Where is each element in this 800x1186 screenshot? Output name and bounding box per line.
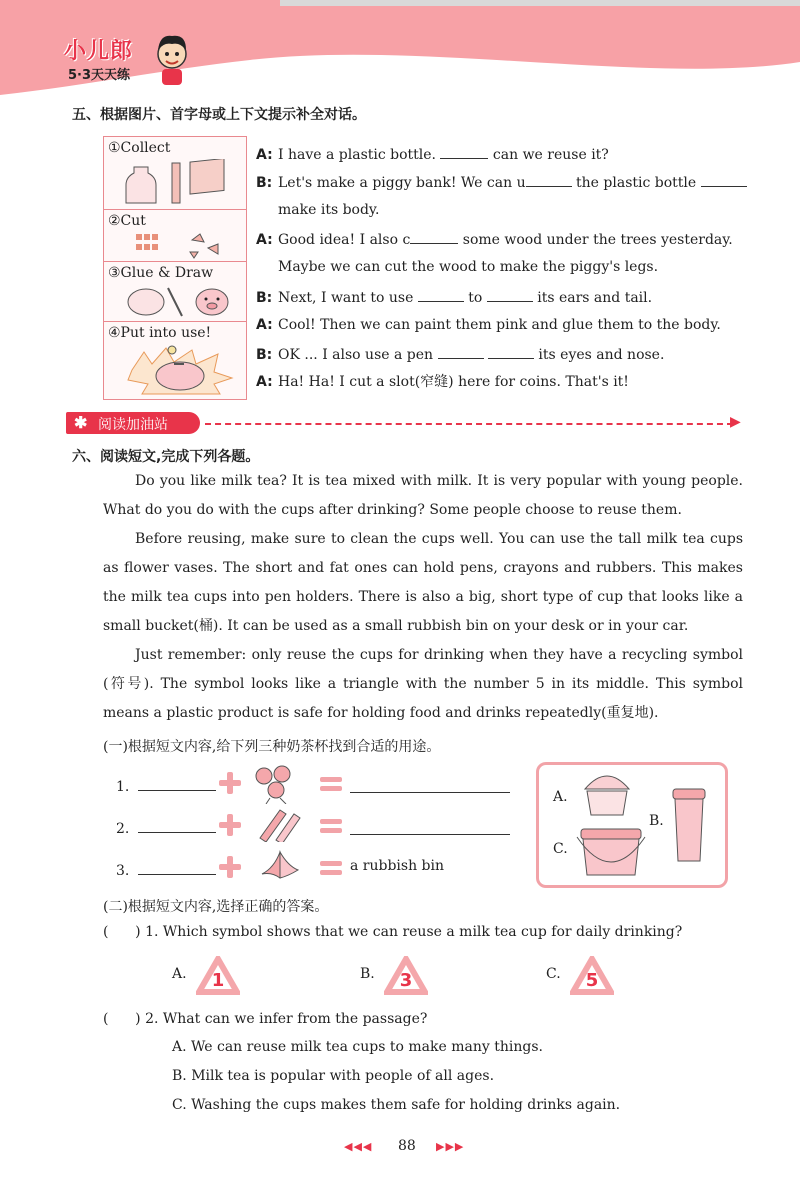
dialogue-text: Ha! Ha! I cut a slot(窄缝) here for coins. That's it! bbox=[278, 374, 629, 390]
banner-label: 阅读加油站 bbox=[98, 417, 168, 433]
speaker-label: A: bbox=[256, 232, 273, 248]
q2-option[interactable]: B. Milk tea is popular with people of all ages. bbox=[172, 1068, 495, 1084]
answer-blank[interactable] bbox=[138, 860, 216, 875]
step-label: ①Collect bbox=[108, 140, 171, 156]
option-label: A. bbox=[172, 966, 187, 982]
dialogue-line bbox=[256, 316, 721, 334]
step-cut bbox=[104, 209, 246, 262]
cut-pieces-icon bbox=[132, 230, 232, 260]
tall-cup-icon bbox=[669, 785, 709, 865]
part1-title: (一)根据短文内容,给下列三种奶茶杯找到合适的用途。 bbox=[103, 739, 441, 755]
reading-banner bbox=[66, 412, 200, 434]
answer-blank[interactable] bbox=[138, 818, 216, 833]
question-1 bbox=[103, 924, 682, 940]
dialogue-line bbox=[256, 172, 747, 192]
recycling-symbol-icon bbox=[196, 956, 240, 996]
option-label: C. bbox=[546, 966, 561, 982]
part2-title: (二)根据短文内容,选择正确的答案。 bbox=[103, 899, 329, 915]
recycling-symbol-icon bbox=[570, 956, 614, 996]
question-text: 1. Which symbol shows that we can reuse a milk tea cup for daily drinking? bbox=[145, 924, 683, 940]
recycling-number: 3 bbox=[399, 970, 413, 991]
speaker-label: B: bbox=[256, 290, 273, 306]
dialogue-text: Maybe we can cut the wood to make the piggy's legs. bbox=[278, 259, 659, 275]
star-icon: ✱ bbox=[74, 413, 88, 432]
step-glue-draw bbox=[104, 261, 246, 322]
q2-option[interactable]: C. Washing the cups makes them safe for holding drinks again. bbox=[172, 1097, 621, 1113]
section5-title: 五、根据图片、首字母或上下文提示补全对话。 bbox=[72, 107, 366, 123]
brand-series: 5·3天天练 bbox=[68, 68, 131, 83]
reading-passage bbox=[103, 467, 743, 728]
cups-box bbox=[536, 762, 728, 888]
dialogue-text: Next, I want to use bbox=[278, 290, 418, 306]
step-label: ④Put into use! bbox=[108, 325, 212, 341]
piggy-bank-steps-panel bbox=[103, 136, 247, 400]
plus-icon bbox=[219, 856, 241, 878]
match-row bbox=[116, 818, 216, 837]
section6-title: 六、阅读短文,完成下列各题。 bbox=[72, 449, 260, 465]
dialogue-text: to bbox=[463, 290, 487, 306]
dialogue-line bbox=[256, 344, 664, 364]
flowers-icon bbox=[250, 764, 304, 804]
pens-icon bbox=[254, 806, 302, 842]
dialogue-text: make its body. bbox=[278, 202, 380, 218]
question-text: 2. What can we infer from the passage? bbox=[145, 1011, 428, 1027]
recycling-number: 1 bbox=[211, 970, 225, 991]
answer-blank[interactable] bbox=[138, 776, 216, 791]
bottle-and-wood-icon bbox=[124, 159, 234, 205]
bucket-cup-icon bbox=[575, 823, 647, 879]
dialogue-line bbox=[256, 144, 609, 164]
brand-logo: 小儿郎 bbox=[64, 39, 134, 64]
dialogue-text: I have a plastic bottle. bbox=[278, 147, 441, 163]
fill-blank[interactable] bbox=[438, 344, 484, 359]
page-number: 88 bbox=[398, 1138, 416, 1154]
dialogue-line bbox=[256, 258, 658, 276]
speaker-label: A: bbox=[256, 317, 273, 333]
piggy-bank-icon bbox=[122, 344, 238, 396]
dialogue-text: some wood under the trees yesterday. bbox=[458, 232, 733, 248]
option-label: B. bbox=[360, 966, 375, 982]
boy-mascot-icon bbox=[150, 30, 194, 86]
row-number: 1. bbox=[116, 779, 130, 795]
fill-blank[interactable] bbox=[418, 287, 464, 302]
match-row bbox=[116, 776, 216, 795]
dialogue-line bbox=[256, 229, 733, 249]
use-blank[interactable] bbox=[350, 820, 510, 835]
pig-body-icon bbox=[124, 284, 234, 320]
passage-paragraph: Just remember: only reuse the cups for drinking when they have a recycling symbol (符号). The symbol looks like a triangle with the number 5 in its middle. This symbol means a plastic product is safe for holding food and drinks repeatedly(重复地). bbox=[103, 647, 743, 721]
dialogue-text: Let's make a piggy bank! We can u bbox=[278, 175, 526, 191]
footer-left-arrows: ◀◀◀ bbox=[344, 1140, 373, 1153]
answer-paren[interactable]: ( ) bbox=[103, 924, 141, 940]
cup-label: B. bbox=[649, 813, 664, 829]
dialogue-text: its eyes and nose. bbox=[533, 347, 665, 363]
step-label: ③Glue & Draw bbox=[108, 265, 214, 281]
passage-paragraph: Do you like milk tea? It is tea mixed with milk. It is very popular with young people. What do you do with the cups after drinking? Some people choose to reuse them. bbox=[103, 473, 743, 518]
use-answer-rubbish-bin: a rubbish bin bbox=[350, 858, 445, 874]
step-label: ②Cut bbox=[108, 213, 146, 229]
banner-arrow-icon: ▶ bbox=[730, 414, 741, 430]
dialogue-line bbox=[256, 287, 652, 307]
equals-icon bbox=[320, 777, 342, 791]
fill-blank[interactable] bbox=[488, 344, 534, 359]
dialogue-line bbox=[256, 373, 629, 391]
equals-icon bbox=[320, 819, 342, 833]
use-blank[interactable] bbox=[350, 778, 510, 793]
dialogue-text: its ears and tail. bbox=[532, 290, 653, 306]
plus-icon bbox=[219, 814, 241, 836]
banana-peel-icon bbox=[258, 848, 302, 884]
dialogue-text: Good idea! I also c bbox=[278, 232, 411, 248]
dialogue-text: Cool! Then we can paint them pink and glue them to the body. bbox=[278, 317, 721, 333]
dialogue-line bbox=[256, 201, 379, 219]
row-number: 2. bbox=[116, 821, 130, 837]
passage-paragraph: Before reusing, make sure to clean the cups well. You can use the tall milk tea cups as flower vases. The short and fat ones can hold pens, crayons and rubbers. This makes the milk tea cups into pen holders. There is also a big, short type of cup that looks like a small bucket(桶). It can be used as a small rubbish bin on your desk or in your car. bbox=[103, 531, 743, 634]
fill-blank[interactable] bbox=[526, 172, 572, 187]
dialogue-text: the plastic bottle bbox=[571, 175, 701, 191]
cup-label: C. bbox=[553, 841, 568, 857]
row-number: 3. bbox=[116, 863, 130, 879]
recycling-number: 5 bbox=[585, 970, 599, 991]
answer-paren[interactable]: ( ) bbox=[103, 1011, 141, 1027]
dialogue-text: can we reuse it? bbox=[488, 147, 609, 163]
recycling-symbol-icon bbox=[384, 956, 428, 996]
match-row bbox=[116, 860, 216, 879]
fill-blank[interactable] bbox=[410, 229, 458, 244]
fill-blank[interactable] bbox=[487, 287, 533, 302]
short-cup-icon bbox=[579, 769, 635, 819]
step-collect bbox=[104, 137, 246, 209]
step-put-into-use bbox=[104, 321, 246, 400]
banner-dashed-line bbox=[205, 423, 733, 425]
dialogue-text: OK ... I also use a pen bbox=[278, 347, 438, 363]
speaker-label: A: bbox=[256, 147, 273, 163]
speaker-label: B: bbox=[256, 175, 273, 191]
plus-icon bbox=[219, 772, 241, 794]
question-2 bbox=[103, 1011, 427, 1027]
speaker-label: A: bbox=[256, 374, 273, 390]
footer-right-arrows: ▶▶▶ bbox=[436, 1140, 465, 1153]
fill-blank[interactable] bbox=[440, 144, 488, 159]
equals-icon bbox=[320, 861, 342, 875]
speaker-label: B: bbox=[256, 347, 273, 363]
cup-label: A. bbox=[553, 789, 568, 805]
fill-blank[interactable] bbox=[701, 172, 747, 187]
q2-option[interactable]: A. We can reuse milk tea cups to make many things. bbox=[172, 1039, 543, 1055]
